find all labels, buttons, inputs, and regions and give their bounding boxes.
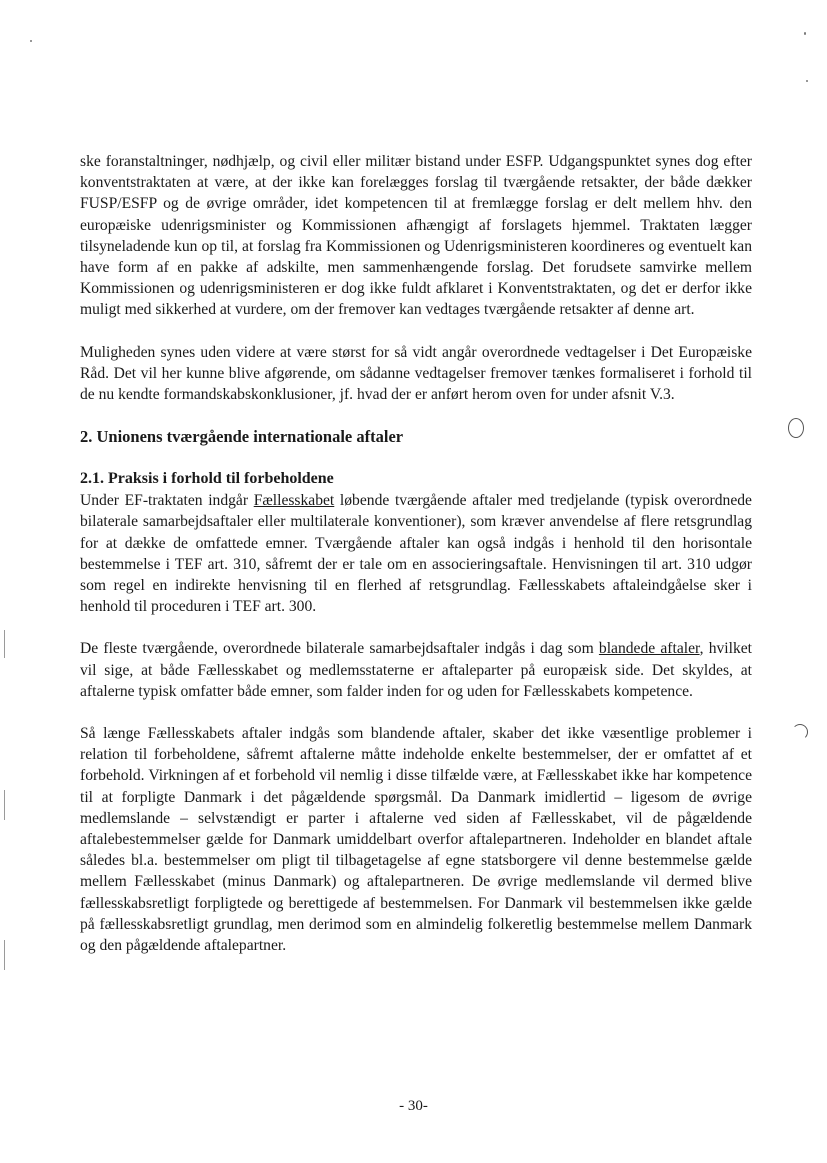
- body-paragraph: [80, 638, 752, 702]
- body-paragraph: [80, 490, 752, 617]
- document-body: [80, 151, 752, 956]
- margin-mark: [4, 940, 5, 970]
- body-paragraph: Så længe Fællesskabets aftaler indgås som blandende aftaler, skaber det ikke væsentlige problemer i relation til forbeholdene, såfremt aftalerne måtte indeholde enkelte bestemmelser, der er omfattet af et forbehold. Virkningen af et forbehold vil nemlig i disse tilfælde være, at Fællesskabet ikke har kompetence til at forpligte Danmark i det pågældende spørgsmål. Da Danmark imidlertid – ligesom de øvrige medlemslande – selvstændigt er parter i aftalerne ved siden af Fællesskabet, vil de pågældende aftalebestemmelser gælde for Danmark umiddelbart overfor aftalepartneren. Indeholder en blandet aftale således bl.a. bestemmelser om pligt til tilbagetagelse af egne statsborgere vil denne bestemmelse gælde mellem Fællesskabet (minus Danmark) og aftalepartneren. De øvrige medlemslande vil dermed blive fællesskabsretligt forpligtede og berettigede af bestemmelsen. For Danmark vil bestemmelsen ikke gælde på fællesskabsretligt grundlag, men derimod som en almindelig folkeretlig bestemmelse mellem Danmark og den pågældende aftalepartner.: [80, 725, 752, 955]
- underlined-term: blandede aftaler: [598, 640, 700, 658]
- underlined-term: Fællesskabet: [253, 492, 335, 510]
- subsection-heading: 2.1. Praksis i forhold til forbeholdene: [80, 470, 334, 488]
- page-number: - 30-: [399, 1098, 428, 1114]
- section-heading: 2. Unionens tværgående internationale aftaler: [80, 427, 404, 447]
- text-run: De fleste tværgående, overordnede bilaterale samarbejdsaftaler indgås i dag som: [80, 640, 599, 658]
- punch-hole-icon: [788, 418, 804, 438]
- text-run: løbende tværgående aftaler med tredjelande (typisk overordnede bilaterale samarbejdsaftaler eller multilaterale konventioner), som kræver anvendelse af flere retsgrundlag for at dække de omfattede emner. Tværgående aftaler kan også indgås i henhold til den horisontale bestemmelse i TEF art. 310, såfremt der er tale om en associeringsaftale. Henvisningen til art. 310 udgør som regel en indirekte henvisning til en flerhed af retsgrundlag. Fællesskabets aftaleindgåelse sker i henhold til proceduren i TEF art. 300.: [80, 492, 752, 616]
- scan-speck: [30, 40, 32, 42]
- punch-hole-icon: [792, 724, 808, 740]
- margin-mark: [4, 630, 5, 658]
- margin-mark: [4, 790, 5, 820]
- text-run: , hvilket vil sige, at både Fællesskabet og medlemsstaterne er aftaleparter på europæisk side. Det skyldes, at aftalerne typisk omfatter både emner, som falder inden for og uden for Fællesskabets kompetence.: [80, 640, 753, 700]
- scan-speck: [804, 32, 806, 35]
- body-paragraph: ske foranstaltninger, nødhjælp, og civil eller militær bistand under ESFP. Udgangspunktet synes dog efter konventstraktaten at være, at der ikke kan forelægges forslag til tværgående retsakter, der både dækker FUSP/ESFP og de øvrige områder, idet kompetencen til at fremlægge forslag er delt mellem hhv. den europæiske udenrigsminister og Kommissionen afhængigt af forslagets hjemmel. Traktaten lægger tilsyneladende kun op til, at forslag fra Kommissionen og Udenrigsministeren koordineres og eventuelt kan have form af en pakke af adskilte, men sammenhængende forslag. Det forudsete samvirke mellem Kommissionen og udenrigsministeren er dog ikke fuldt afklaret i Konventstraktaten, og det er derfor ikke muligt med sikkerhed at vurdere, om der fremover kan vedtages tværgående retsakter af denne art.: [80, 153, 752, 319]
- body-paragraph: Muligheden synes uden videre at være størst for så vidt angår overordnede vedtagelser i Det Europæiske Råd. Det vil her kunne blive afgørende, om sådanne vedtagelser fremover tænkes formaliseret i forhold til de nu kendte formandskabskonklusioner, jf. hvad der er anført herom oven for under afsnit V.3.: [80, 343, 752, 404]
- text-run: Under EF-traktaten indgår: [80, 492, 254, 510]
- scan-speck: [806, 80, 808, 82]
